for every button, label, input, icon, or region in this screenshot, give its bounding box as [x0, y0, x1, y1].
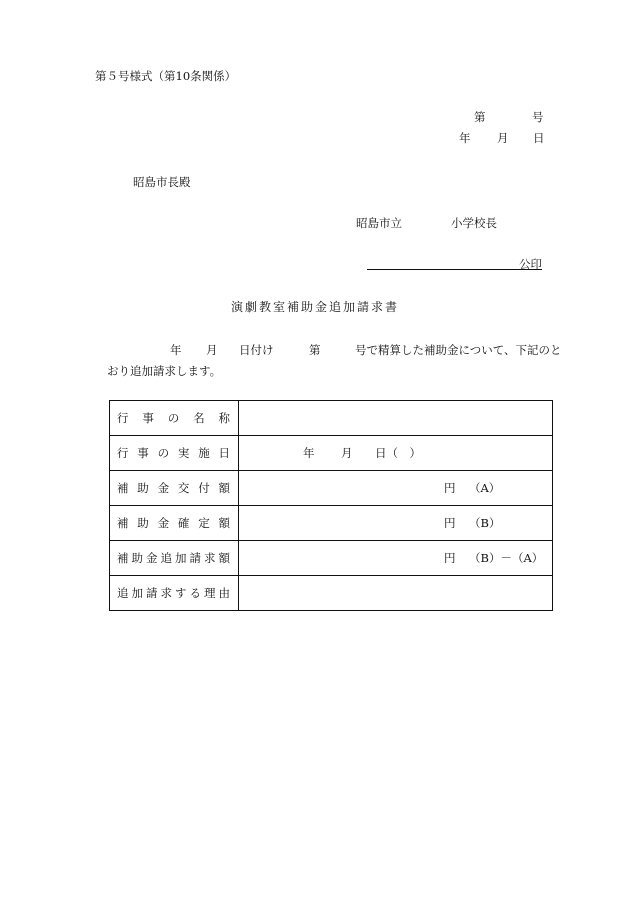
label-char: 金 [157, 481, 170, 495]
form-number-label: 第５号様式（第10条関係） [95, 69, 237, 83]
label-char: 助 [137, 481, 149, 495]
event-date-day: 日（ ） [375, 446, 421, 460]
label-char: 付 [198, 481, 210, 495]
row-label [110, 445, 238, 461]
additional-request-amount-field[interactable] [239, 541, 553, 576]
yen-unit: 円 [444, 481, 456, 495]
document-title: 演劇教室補助金追加請求書 [230, 300, 399, 314]
label-char: 補 [117, 516, 129, 530]
grant-confirmed-amount-field[interactable] [239, 506, 553, 541]
event-name-field[interactable] [239, 401, 553, 436]
event-date-field[interactable] [239, 436, 553, 471]
label-char: 実 [177, 446, 190, 460]
label-char: 定 [198, 516, 210, 530]
event-date-month: 月 [341, 446, 353, 460]
label-char: 請 [146, 586, 158, 600]
label-char: 補 [117, 551, 129, 565]
label-char: 加 [131, 586, 143, 600]
label-char: の [167, 411, 180, 425]
row-label-cell [110, 541, 239, 576]
body-line-2: おり追加請求します。 [107, 364, 222, 378]
label-char: 名 [193, 411, 205, 425]
document-number-prefix: 第 [474, 110, 486, 124]
yen-unit: 円 [444, 551, 456, 565]
label-char: 金 [157, 516, 170, 530]
yen-unit: 円 [444, 516, 456, 530]
label-char: の [157, 446, 170, 460]
label-char: 称 [218, 411, 230, 425]
amount-note: （B）－（A） [469, 551, 544, 565]
table-row [110, 576, 553, 611]
body-dated: 日付け [239, 343, 274, 357]
row-label-cell [110, 471, 239, 506]
signature-line [367, 269, 542, 270]
row-label-cell [110, 401, 239, 436]
label-char: 額 [218, 481, 230, 495]
row-label [110, 410, 238, 426]
label-char: 加 [175, 551, 187, 565]
label-char: 補 [117, 481, 129, 495]
label-char: 追 [160, 551, 172, 565]
body-year: 年 [170, 343, 182, 357]
label-char: 日 [218, 446, 230, 460]
label-char: 事 [137, 446, 149, 460]
label-char: 行 [117, 411, 129, 425]
label-char: 理 [204, 586, 216, 600]
label-char: 求 [160, 586, 172, 600]
row-label [110, 585, 238, 601]
label-char: 額 [218, 516, 230, 530]
additional-request-reason-field[interactable] [239, 576, 553, 611]
document-number-suffix: 号 [532, 110, 544, 124]
label-char: す [175, 586, 187, 600]
row-label-cell [110, 506, 239, 541]
label-char: 由 [218, 586, 230, 600]
body-month: 月 [206, 343, 218, 357]
table-row [110, 471, 553, 506]
row-label [110, 515, 238, 531]
label-char: 行 [117, 446, 129, 460]
date-day-label: 日 [533, 131, 545, 145]
row-label-cell [110, 436, 239, 471]
addressee: 昭島市長殿 [133, 175, 191, 189]
body-line-1: 号で精算した補助金について、下記のと [355, 343, 562, 357]
table-row [110, 541, 553, 576]
label-char: 交 [177, 481, 190, 495]
label-char: 求 [204, 551, 216, 565]
label-char: 確 [177, 516, 190, 530]
label-char: 施 [198, 446, 210, 460]
official-seal-label: 公印 [519, 257, 542, 271]
label-char: 助 [137, 516, 149, 530]
row-label [110, 550, 238, 566]
row-label-cell [110, 576, 239, 611]
label-char: 金 [146, 551, 158, 565]
event-date-year: 年 [303, 446, 315, 460]
table-row [110, 506, 553, 541]
grant-issued-amount-field[interactable] [239, 471, 553, 506]
table-row [110, 401, 553, 436]
body-number-prefix: 第 [309, 343, 321, 357]
amount-note: （A） [469, 481, 501, 495]
row-label [110, 480, 238, 496]
label-char: 額 [218, 551, 230, 565]
sender-city-school: 昭島市立 [356, 216, 402, 230]
date-month-label: 月 [497, 131, 509, 145]
label-char: 事 [142, 411, 154, 425]
label-char: 請 [189, 551, 201, 565]
request-form-table [109, 400, 553, 611]
amount-note: （B） [469, 516, 501, 530]
label-char: 助 [131, 551, 143, 565]
label-char: る [189, 586, 201, 600]
sender-title: 小学校長 [451, 216, 497, 230]
date-year-label: 年 [459, 131, 471, 145]
table-row [110, 436, 553, 471]
label-char: 追 [117, 586, 129, 600]
